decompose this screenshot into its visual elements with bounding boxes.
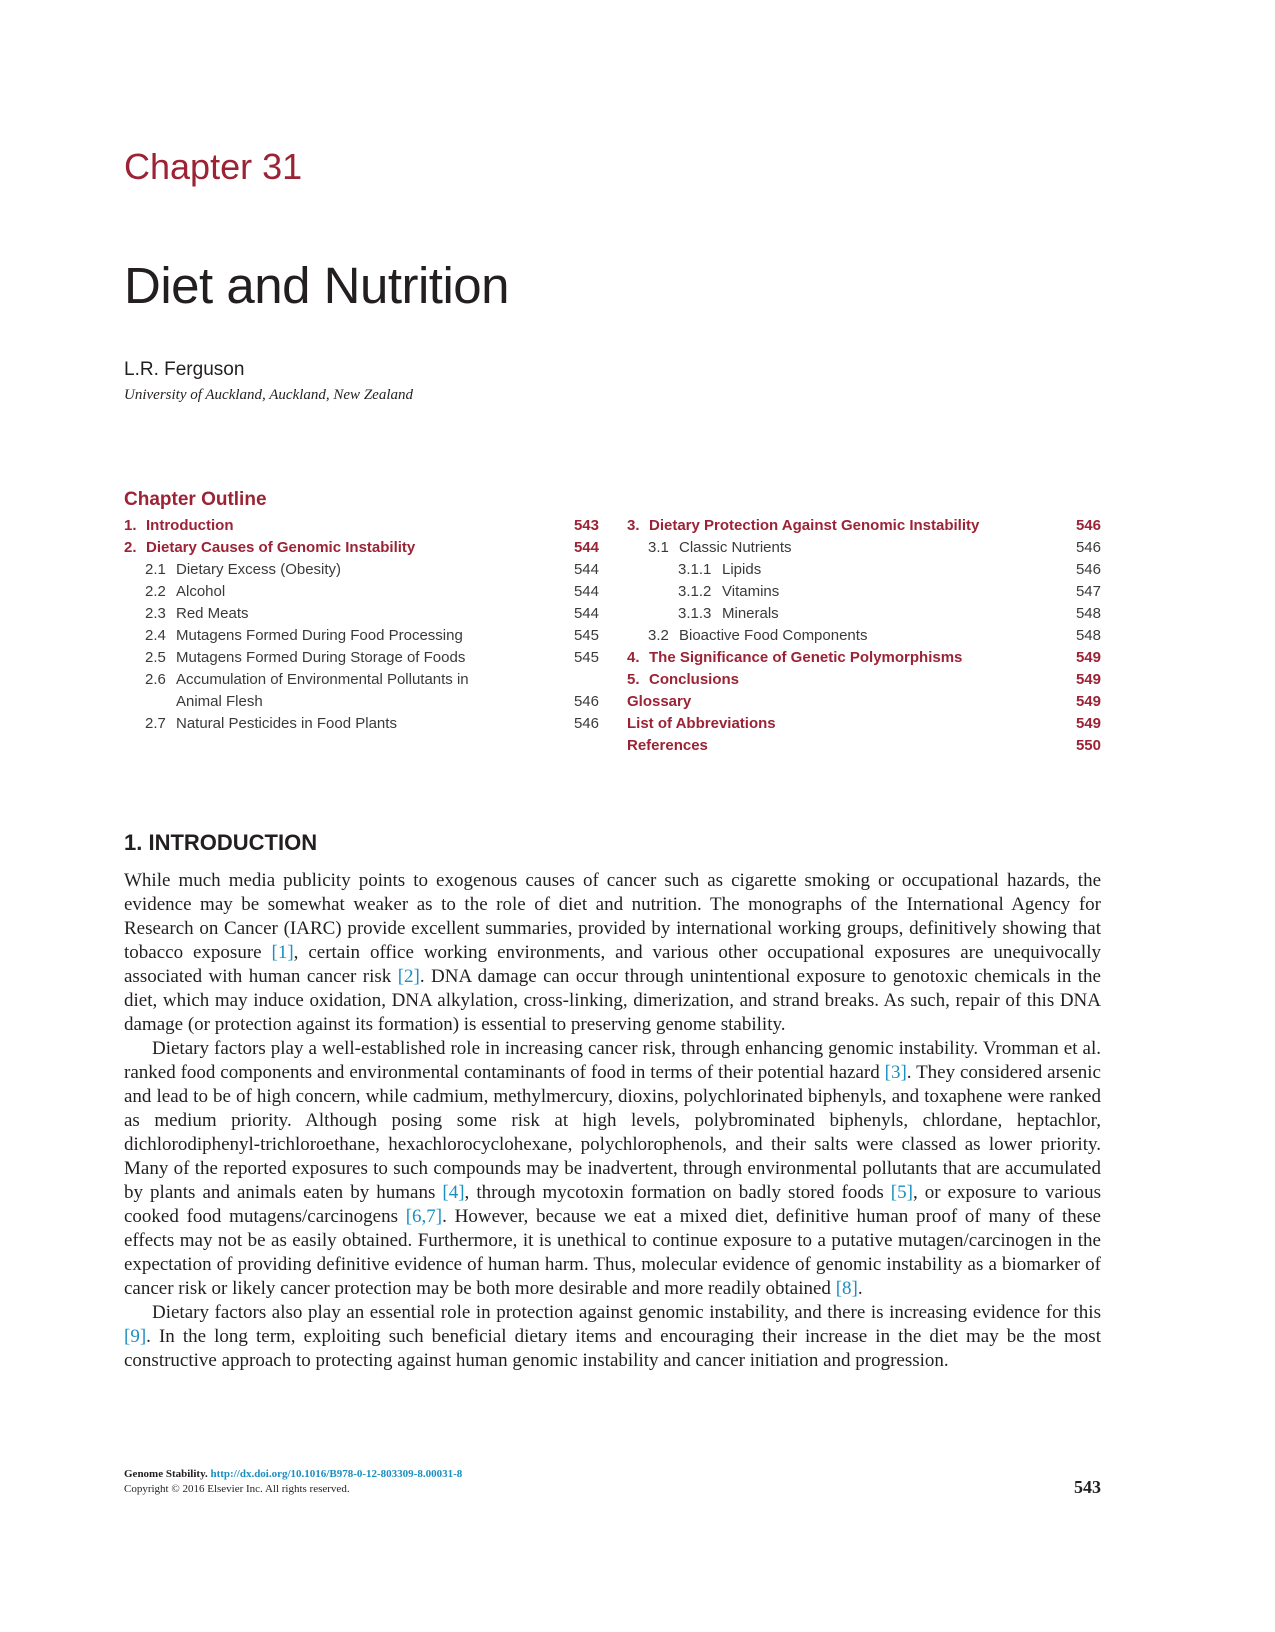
toc-entry-number: 3.1 bbox=[648, 539, 669, 556]
body-paragraph bbox=[124, 1037, 1101, 1301]
toc-entry-title: Accumulation of Environmental Pollutants in bbox=[176, 671, 469, 688]
toc-entry-title: Dietary Causes of Genomic Instability bbox=[146, 539, 416, 556]
toc-entry[interactable] bbox=[627, 625, 1101, 647]
body-text-run: While much media publicity points to exogenous causes of cancer such as cigarette smoking or occupational hazards, the evidence may be somewhat weaker as to the role of diet and nutrition. The monographs of the International Agency for Research on Cancer (IARC) provide excellent summaries, provided by international working groups, definitively showing that tobacco exposure bbox=[124, 870, 1101, 963]
toc-entry-number: 3.1.2 bbox=[678, 583, 712, 600]
footer-copyright: Copyright © 2016 Elsevier Inc. All rights reserved. bbox=[124, 1483, 350, 1495]
footer-citation bbox=[124, 1467, 462, 1497]
toc-entry[interactable] bbox=[124, 647, 599, 669]
body-paragraph bbox=[124, 1301, 1101, 1373]
toc-entry[interactable] bbox=[124, 515, 599, 537]
toc-entry-number: 3. bbox=[627, 517, 640, 534]
author-name: L.R. Ferguson bbox=[124, 359, 245, 380]
toc-entry-title: List of Abbreviations bbox=[627, 715, 776, 732]
citation-link[interactable]: [5] bbox=[890, 1182, 913, 1203]
body-text-run: Dietary factors also play an essential role in protection against genomic instability, and there is increasing evidence for this bbox=[152, 1302, 1101, 1323]
toc-entry[interactable] bbox=[124, 603, 599, 625]
toc-entry-number: 2.2 bbox=[145, 583, 166, 600]
chapter-outline-heading: Chapter Outline bbox=[124, 489, 267, 510]
toc-entry[interactable] bbox=[627, 647, 1101, 669]
body-text-run: , or exposure to various cooked food mutagens/carcinogens bbox=[124, 1182, 1101, 1227]
toc-entry[interactable] bbox=[627, 537, 1101, 559]
toc-entry-number: 2.4 bbox=[145, 627, 166, 644]
toc-entry-number: 2.6 bbox=[145, 671, 166, 688]
body-text-run: . However, because we eat a mixed diet, definitive human proof of many of these effects may not be as easily obtained. Furthermore, it is unethical to continue exposure to a putative mutagen/carcinogen in the expectation of providing definitive evidence of human harm. Thus, molecular evidence of genomic instability as a biomarker of cancer risk or likely cancer protection may be both more desirable and more readily obtained bbox=[124, 1206, 1101, 1299]
section-heading: 1. INTRODUCTION bbox=[124, 830, 318, 855]
toc-entry[interactable] bbox=[627, 603, 1101, 625]
toc-entry-title: Minerals bbox=[722, 605, 779, 622]
toc-entry-title: Classic Nutrients bbox=[679, 539, 792, 556]
toc-entry-page: 544 bbox=[573, 583, 599, 600]
toc-entry[interactable] bbox=[627, 713, 1101, 735]
toc-entry-page: 543 bbox=[573, 517, 599, 534]
body-paragraph bbox=[124, 869, 1101, 1037]
chapter-label: Chapter 31 bbox=[124, 146, 303, 187]
author-affiliation: University of Auckland, Auckland, New Zealand bbox=[124, 387, 413, 403]
toc-entry-page: 544 bbox=[573, 539, 599, 556]
toc-entry-page: 544 bbox=[573, 561, 599, 578]
toc-entry[interactable] bbox=[627, 691, 1101, 713]
toc-entry-page: 548 bbox=[1075, 627, 1101, 644]
toc-entry-number: 5. bbox=[627, 671, 640, 688]
toc-entry-number: 2.1 bbox=[145, 561, 166, 578]
toc-entry[interactable] bbox=[124, 581, 599, 603]
toc-entry-title: Lipids bbox=[722, 561, 762, 578]
toc-entry-title: Bioactive Food Components bbox=[679, 627, 868, 644]
body-text-run: . They considered arsenic and lead to be of high concern, while cadmium, methylmercury, dioxins, polychlorinated biphenyls, and toxaphene were ranked as medium priority. Although posing some risk at high levels, polybrominated biphenyls, chlordane, heptachlor, dichlorodiphenyl-trichloroethane, hexachlorocyclohexane, polychlorophenols, and their salts were classed as lower priority. Many of the reported exposures to such compounds may be inadvertent, through environmental pollutants that are accumulated by plants and animals eaten by humans bbox=[124, 1062, 1101, 1203]
footer-doi-link[interactable]: http://dx.doi.org/10.1016/B978-0-12-803309-8.00031-8 bbox=[210, 1468, 463, 1480]
toc-entry[interactable] bbox=[627, 735, 1101, 757]
body-text-run: . DNA damage can occur through unintentional exposure to genotoxic chemicals in the diet, which may induce oxidation, DNA alkylation, cross-linking, dimerization, and strand breaks. As such, repair of this DNA damage (or protection against its formation) is essential to preserving genome stability. bbox=[124, 966, 1101, 1035]
toc-entry-title: Natural Pesticides in Food Plants bbox=[176, 715, 397, 732]
toc-entry-page: 546 bbox=[1075, 561, 1101, 578]
citation-link[interactable]: [8] bbox=[835, 1278, 858, 1299]
toc-entry-number: 2.5 bbox=[145, 649, 166, 666]
toc-entry-title: Dietary Excess (Obesity) bbox=[176, 561, 342, 578]
toc-entry-page: 546 bbox=[573, 715, 599, 732]
toc-entry[interactable] bbox=[124, 691, 599, 713]
footer-journal: Genome Stability. bbox=[124, 1468, 208, 1480]
body-text-run: Dietary factors play a well-established role in increasing cancer risk, through enhancing genomic instability. Vromman et al. ranked food components and environmental contaminants of food in terms of their potential hazard bbox=[124, 1038, 1101, 1083]
page bbox=[124, 0, 1101, 1632]
toc-entry-page: 544 bbox=[573, 605, 599, 622]
toc-entry-title: Vitamins bbox=[722, 583, 780, 600]
toc-entry-page: 546 bbox=[1075, 517, 1101, 534]
toc-entry-title: The Significance of Genetic Polymorphisms bbox=[649, 649, 963, 666]
body-text-run: , through mycotoxin formation on badly stored foods bbox=[464, 1182, 891, 1203]
toc-entry-title: Animal Flesh bbox=[176, 693, 263, 710]
toc-entry-page: 546 bbox=[573, 693, 599, 710]
citation-link[interactable]: [6,7] bbox=[405, 1206, 443, 1227]
toc-entry-number: 3.1.1 bbox=[678, 561, 712, 578]
toc-entry-number: 2.3 bbox=[145, 605, 166, 622]
toc-entry[interactable] bbox=[627, 669, 1101, 691]
toc-entry-page: 549 bbox=[1075, 693, 1101, 710]
body-text-run: . bbox=[857, 1278, 863, 1299]
toc-entry-title: Mutagens Formed During Food Processing bbox=[176, 627, 463, 644]
toc-entry[interactable] bbox=[627, 515, 1101, 537]
body-text-run: , certain office working environments, and various other occupational exposures are unequivocally associated with human cancer risk bbox=[124, 942, 1101, 987]
toc-entry-title: Glossary bbox=[627, 693, 692, 710]
toc-entry-title: Alcohol bbox=[176, 583, 226, 600]
toc-entry-title: Dietary Protection Against Genomic Instability bbox=[649, 517, 980, 534]
citation-link[interactable]: [3] bbox=[884, 1062, 907, 1083]
citation-link[interactable]: [4] bbox=[442, 1182, 465, 1203]
toc-entry-number: 3.1.3 bbox=[678, 605, 712, 622]
toc-entry-number: 4. bbox=[627, 649, 640, 666]
toc-entry-number: 2. bbox=[124, 539, 137, 556]
toc-entry-page: 549 bbox=[1075, 671, 1101, 688]
toc-entry-number: 2.7 bbox=[145, 715, 166, 732]
section-body bbox=[124, 869, 1101, 1373]
body-text-run: . In the long term, exploiting such beneficial dietary items and encouraging their increase in the diet may be the most constructive approach to protecting against human genomic instability and cancer initiation and progression. bbox=[124, 1326, 1101, 1371]
toc-entry[interactable] bbox=[124, 713, 599, 735]
toc-entry-number: 3.2 bbox=[648, 627, 669, 644]
toc-entry-page: 545 bbox=[573, 649, 599, 666]
citation-link[interactable]: [2] bbox=[397, 966, 420, 987]
outline-right-column bbox=[627, 515, 1101, 757]
toc-entry-page: 548 bbox=[1075, 605, 1101, 622]
toc-entry-page: 549 bbox=[1075, 649, 1101, 666]
toc-entry[interactable] bbox=[627, 581, 1101, 603]
toc-entry[interactable] bbox=[124, 625, 599, 647]
toc-entry-title: Red Meats bbox=[176, 605, 249, 622]
toc-entry-page: 550 bbox=[1075, 737, 1101, 754]
toc-entry-title: Mutagens Formed During Storage of Foods bbox=[176, 649, 466, 666]
toc-entry-page: 545 bbox=[573, 627, 599, 644]
toc-entry[interactable] bbox=[124, 669, 599, 691]
toc-entry-title: Introduction bbox=[146, 517, 234, 534]
toc-entry-page: 547 bbox=[1075, 583, 1101, 600]
toc-entry[interactable] bbox=[627, 559, 1101, 581]
citation-link[interactable]: [9] bbox=[124, 1326, 147, 1347]
toc-entry-number: 1. bbox=[124, 517, 137, 534]
toc-entry[interactable] bbox=[124, 559, 599, 581]
citation-link[interactable]: [1] bbox=[271, 942, 294, 963]
chapter-title: Diet and Nutrition bbox=[124, 257, 510, 314]
toc-entry-title: Conclusions bbox=[649, 671, 740, 688]
toc-entry-page: 549 bbox=[1075, 715, 1101, 732]
page-number: 543 bbox=[1074, 1477, 1101, 1497]
toc-entry-page: 546 bbox=[1075, 539, 1101, 556]
toc-entry[interactable] bbox=[124, 537, 599, 559]
outline-left-column bbox=[124, 515, 599, 735]
toc-entry-title: References bbox=[627, 737, 708, 754]
